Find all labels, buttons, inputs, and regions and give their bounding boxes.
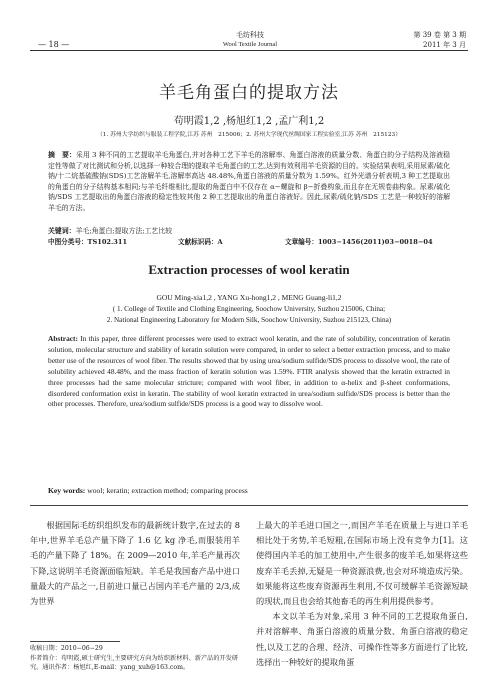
header-rule xyxy=(30,50,468,51)
section-divider xyxy=(30,505,468,506)
title-cn: 羊毛角蛋白的提取方法 xyxy=(159,83,339,103)
volume-issue: 第 39 卷 第 3 期 xyxy=(413,31,466,39)
body-right-para-2: 本文以羊毛为对象,采用 3 种不同的工艺提取角蛋白,并对溶解率、角蛋白溶液的质量分数、角蛋白溶液的稳定性,以及工艺的合理、经济、可操作性等多方面进行了比较,选择出一种较好的提取角蛋 xyxy=(256,611,468,667)
abstract-en-text: In this paper, three different processes were used to extract wool keratin, and the rate of solubility, concentration of keratin solution, molecular structure and stability of keratin solution were compared, in order to select a better extraction process, and to make better use of the resources of wool fiber. The results showed that by using urea/sodium sulfide/SDS process to dissolve wool, the rate of solubility achieved 48.48%, and the mass fraction of keratin solution was 1.59%. FTIR analysis showed that the keratin extracted in three processes had the same molecular stricture; compared with wool fiber, in addition to α-helix and β-sheet conformations, disordered conformation exist in keratin. The stability of wool keratin extracted in urea/sodium sulfide/SDS process is better than the other processes. Therefore, urea/sodium sulfide/SDS process is a good way to dissolve wool. xyxy=(48,334,450,409)
page-number: — 18 — xyxy=(38,40,70,49)
footnote-rule xyxy=(30,641,120,642)
issue-date: 2011 年 3 月 xyxy=(423,41,466,49)
body-left-column: 根据国际毛纺织组织发布的最新统计数字,在过去的 8 年中,世界羊毛总产量下降了 1.6 亿 kg 净毛,而服装用羊毛的产量下降了 18%。在 2009—2010 年,羊毛产量再次下降,这说明羊毛资源面临短缺。羊毛是我国畜产品中进口量最大的产品之一,目前进口量已占国内羊毛产量的 2/3,成为世界 xyxy=(30,520,240,607)
keywords-cn xyxy=(48,226,450,236)
affiliation-en-1: ( 1. College of Textile and Clothing Engineering, Soochow University, Suzhou 215006, China; xyxy=(112,305,386,313)
journal-name-en: Wool Textile Journal xyxy=(222,41,278,48)
abstract-cn-text: 采用 3 种不同的工艺提取羊毛角蛋白,并对各种工艺下羊毛的溶解率、角蛋白溶液的质量分数、角蛋白的分子结构及溶液稳定性等做了对比测试和分析,以选择一种较合理的提取羊毛角蛋白的工艺,达到有效利用羊毛资源的目的。实验结果表明,采用尿素/硫化钠/十二烷基硫酸钠(SDS)工艺溶解羊毛,溶解率高达 48.48%,角蛋白溶液的质量分数为 1.59%。红外光谱分析表明,3 种工艺提取出的角蛋白的分子结构基本相同;与羊毛纤维相比,提取的角蛋白中不仅存在 α−螺旋和 β−折叠构象,而且存在无规卷曲构象。尿素/硫化钠/SDS 工艺提取出的角蛋白溶液的稳定性较其他 2 种工艺提取出的角蛋白溶液好。因此,尿素/硫化钠/SDS 工艺是一种较好的溶解羊毛的方法。 xyxy=(48,151,450,212)
authors-cn-text: 苟明霞1,2 ,杨旭红1,2 ,孟广利1,2 xyxy=(173,116,325,127)
body-right-column xyxy=(256,518,468,670)
journal-name-cn: 毛纺科技 xyxy=(236,31,264,39)
keywords-en xyxy=(48,486,450,495)
abstract-en xyxy=(48,334,450,410)
abstract-cn xyxy=(48,150,450,214)
keywords-en-label: Key words: xyxy=(48,486,86,495)
clc-number: 中图分类号：TS102.311 xyxy=(48,238,128,246)
authors-en: GOU Ming-xia1,2 , YANG Xu-hong1,2 , MENG Guang-li1,2 xyxy=(156,293,342,302)
body-right-para-1: 上最大的羊毛进口国之一,而国产羊毛在质量上与进口羊毛相比处于劣势,羊毛短粗,在国际市场上没有竞争力[1]。这使得国内羊毛的加工使用中,产生很多的废羊毛,如果将这些废弃羊毛丢掉,无疑是一种资源浪费,也会对环境造成污染。如果能将这些废弃资源再生利用,不仅可缓解羊毛资源短缺的现状,而且也会给其他畜毛的再生利用提供参考。 xyxy=(256,520,468,607)
abstract-en-label: Abstract: xyxy=(48,334,78,343)
footnote xyxy=(30,644,240,673)
author-bio: 作者简介：苟明霞,硕士研究生,主要研究方向为纺织新材料、新产品的开发研究。通讯作者：杨旭红,E-mail：yang_xuh@163.com。 xyxy=(30,654,239,671)
authors-cn xyxy=(0,112,498,127)
article-number: 文章编号：1003−1456(2011)03−0018−04 xyxy=(285,238,433,246)
keywords-en-text: wool; keratin; extraction method; comparing process xyxy=(87,486,248,495)
keywords-cn-label: 关键词： xyxy=(48,227,76,235)
affiliation-cn: （1. 苏州大学纺织与服装工程学院,江苏 苏州 215006；2. 苏州大学现代丝绸国家工程实验室,江苏 苏州 215123） xyxy=(96,132,402,138)
received-date: 收稿日期：2010−06−29 xyxy=(30,645,103,652)
keywords-cn-text: 羊毛;角蛋白;提取方法;工艺比较 xyxy=(75,227,173,235)
document-code: 文献标识码：A xyxy=(178,238,223,246)
title-en: Extraction processes of wool keratin xyxy=(148,262,350,277)
abstract-cn-label: 摘 要： xyxy=(48,151,76,159)
affiliation-en-2: 2. National Engineering Laboratory for Modern Silk, Soochow University, Suzhou 215123, China) xyxy=(106,316,392,324)
